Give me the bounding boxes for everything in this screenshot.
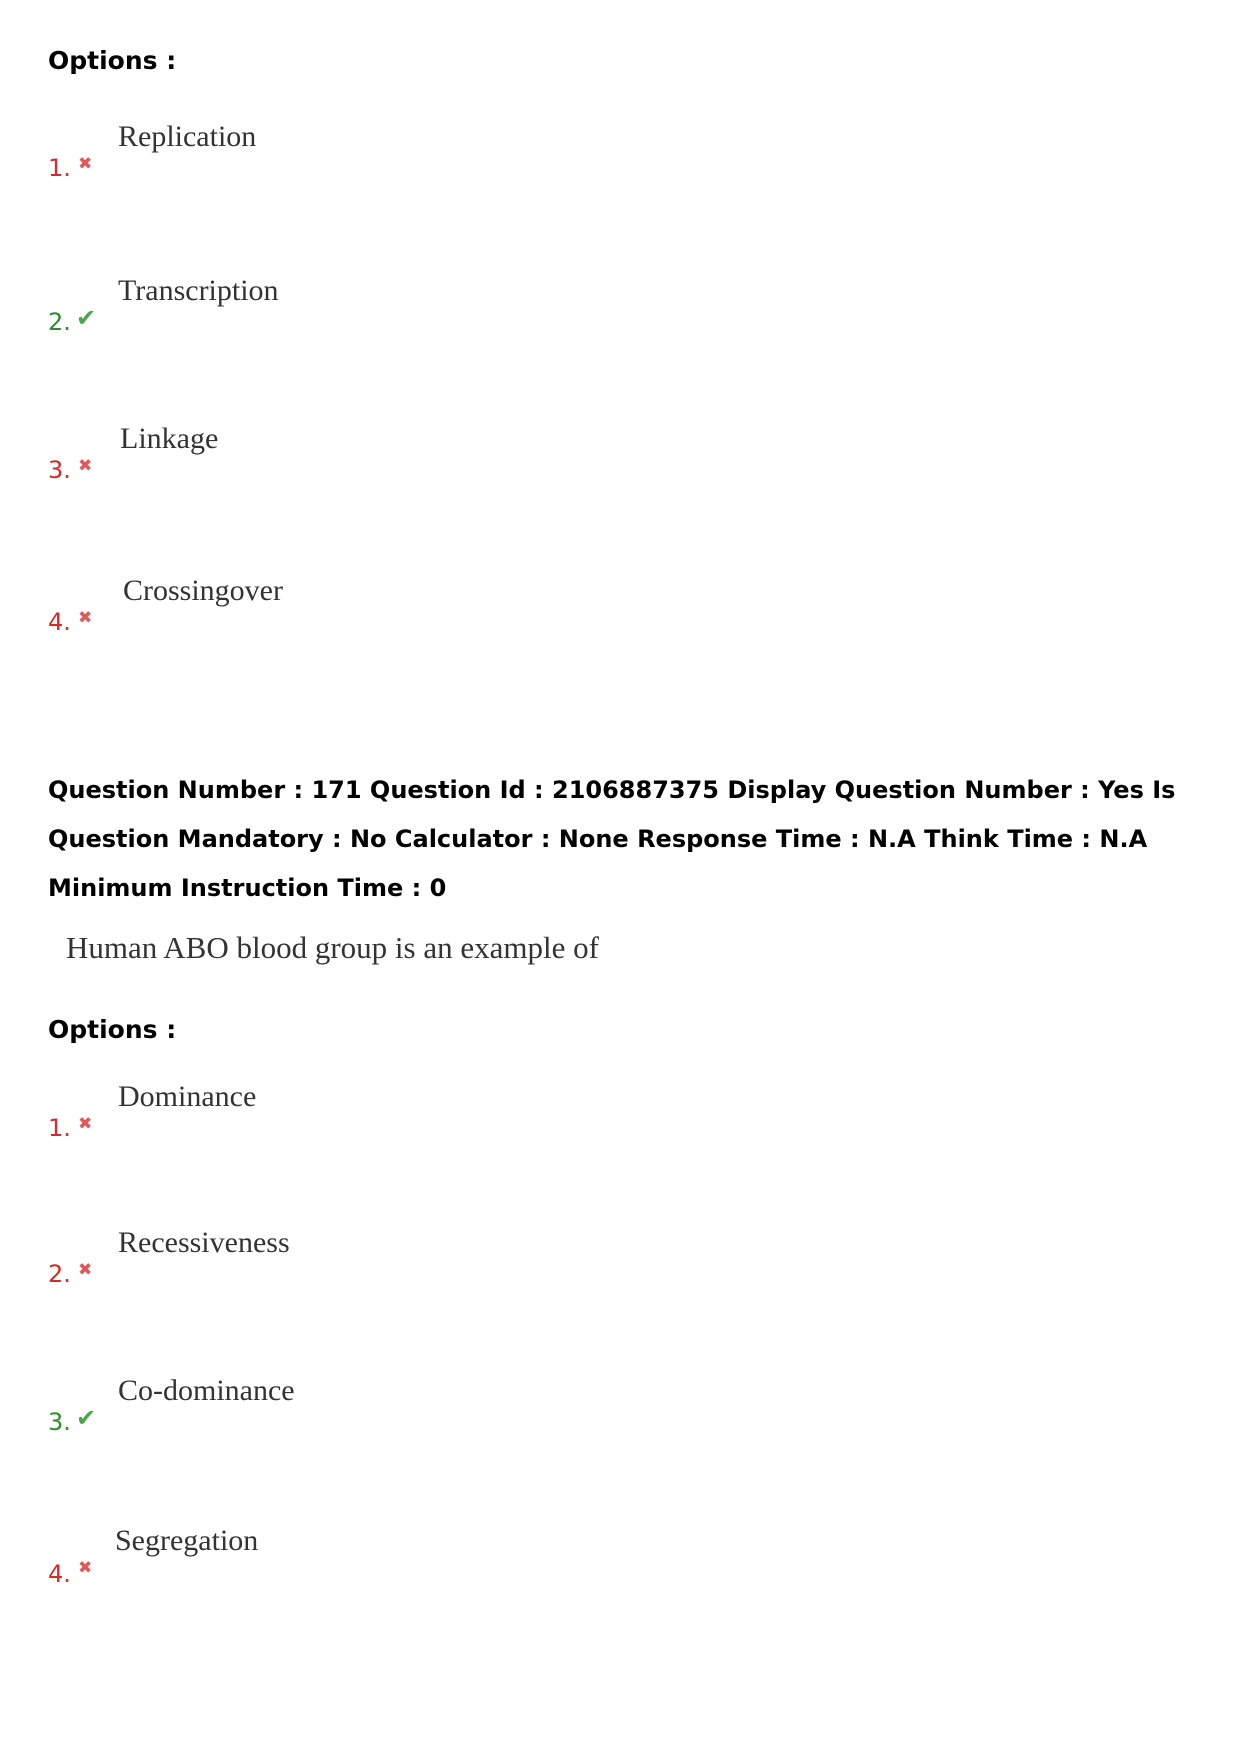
cross-icon: ✖	[78, 154, 93, 174]
options-heading-2: Options :	[48, 1015, 177, 1044]
prev-option-4	[48, 574, 648, 644]
check-icon: ✔	[76, 1404, 97, 1432]
cross-icon: ✖	[78, 1114, 93, 1134]
prev-option-1	[48, 118, 648, 188]
cross-icon: ✖	[78, 1260, 93, 1280]
cross-icon: ✖	[78, 608, 93, 628]
option-text: Crossingover	[123, 574, 283, 607]
option-number: 3.	[48, 456, 71, 484]
option-text: Recessiveness	[118, 1226, 290, 1259]
prev-option-2	[48, 272, 648, 342]
option-4	[48, 1522, 648, 1592]
option-number: 3.	[48, 1408, 71, 1436]
option-text: Linkage	[120, 422, 219, 455]
cross-icon: ✖	[78, 1558, 93, 1578]
option-text: Replication	[118, 120, 257, 153]
question-meta: Question Number : 171 Question Id : 2106887375 Display Question Number : Yes Is Question Mandatory : No Calculator : None Response Time : N.A Think Time : N.A Minimum Instruction Time : 0	[48, 776, 1176, 902]
option-text: Segregation	[115, 1524, 259, 1557]
option-2	[48, 1226, 648, 1296]
option-number: 1.	[48, 154, 71, 182]
option-1	[48, 1078, 648, 1148]
option-number: 1.	[48, 1114, 71, 1142]
option-text: Co-dominance	[118, 1374, 295, 1407]
prev-option-3	[48, 420, 648, 490]
option-text: Dominance	[118, 1080, 257, 1113]
options-heading: Options :	[48, 46, 177, 75]
check-icon: ✔	[76, 304, 97, 332]
option-number: 2.	[48, 1260, 71, 1288]
cross-icon: ✖	[78, 456, 93, 476]
option-3	[48, 1372, 648, 1442]
option-text: Transcription	[118, 274, 279, 307]
option-number: 4.	[48, 608, 71, 636]
option-number: 4.	[48, 1560, 71, 1588]
option-number: 2.	[48, 308, 71, 336]
question-text: Human ABO blood group is an example of	[66, 930, 599, 965]
